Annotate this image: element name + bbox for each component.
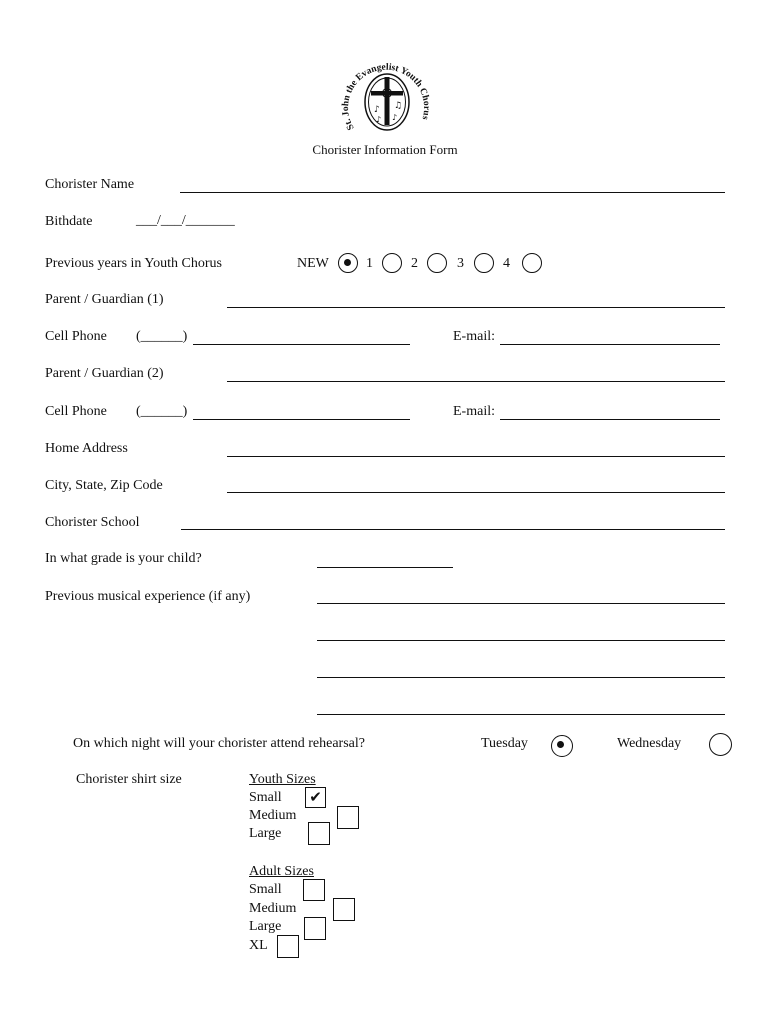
youth-large-checkbox[interactable] — [308, 822, 330, 845]
adult-sizes-heading: Adult Sizes — [249, 864, 314, 879]
youth-small-label: Small — [249, 790, 282, 805]
parent2-field[interactable] — [227, 381, 725, 382]
form-title: Chorister Information Form — [312, 142, 458, 157]
cell-phone1-field[interactable] — [193, 344, 410, 345]
email2-field[interactable] — [500, 419, 720, 420]
home-address-field[interactable] — [227, 456, 725, 457]
rehearsal-question: On which night will your chorister attend rehearsal? — [73, 736, 365, 751]
youth-medium-label: Medium — [249, 808, 297, 823]
youth-small-checkbox[interactable] — [305, 787, 326, 808]
youth-sizes-heading: Youth Sizes — [249, 772, 316, 787]
adult-large-checkbox[interactable] — [304, 917, 326, 940]
check-icon: ✔ — [309, 788, 322, 806]
school-label: Chorister School — [45, 515, 140, 530]
previous-years-label: Previous years in Youth Chorus — [45, 256, 222, 271]
birthdate-label: Bithdate — [45, 214, 93, 229]
adult-xl-label: XL — [249, 938, 268, 953]
chorus-logo — [340, 50, 432, 142]
parent1-field[interactable] — [227, 307, 725, 308]
email2-label: E-mail: — [453, 404, 495, 419]
years-new-label: NEW — [297, 256, 329, 271]
cell-phone2-area-code[interactable]: (______) — [136, 404, 188, 419]
email1-field[interactable] — [500, 344, 720, 345]
years-3-radio[interactable] — [474, 253, 494, 273]
grade-label: In what grade is your child? — [45, 551, 202, 566]
years-new-radio[interactable] — [338, 253, 358, 273]
years-2-radio[interactable] — [427, 253, 447, 273]
adult-xl-checkbox[interactable] — [277, 935, 299, 958]
wednesday-radio[interactable] — [709, 733, 732, 756]
parent1-label: Parent / Guardian (1) — [45, 292, 164, 307]
birthdate-field[interactable]: ___/___/_______ — [136, 213, 235, 228]
grade-field[interactable] — [317, 567, 453, 568]
adult-medium-label: Medium — [249, 901, 297, 916]
city-state-zip-label: City, State, Zip Code — [45, 478, 163, 493]
svg-text:♪: ♪ — [376, 115, 382, 124]
parent2-label: Parent / Guardian (2) — [45, 366, 164, 381]
experience-line-4[interactable] — [317, 714, 725, 715]
logo-ring-text: St. John the Evangelist Youth Chorus — [341, 62, 432, 132]
school-field[interactable] — [181, 529, 725, 530]
svg-text:♫: ♫ — [394, 101, 403, 111]
chorister-name-field[interactable] — [180, 192, 725, 193]
experience-line-1[interactable] — [317, 603, 725, 604]
years-1-label: 1 — [366, 256, 373, 271]
years-3-label: 3 — [457, 256, 464, 271]
experience-label: Previous musical experience (if any) — [45, 589, 251, 604]
cell-phone2-field[interactable] — [193, 419, 410, 420]
svg-text:♪: ♪ — [392, 113, 398, 122]
wednesday-label: Wednesday — [617, 736, 682, 751]
youth-large-label: Large — [249, 826, 282, 841]
email1-label: E-mail: — [453, 329, 495, 344]
years-4-radio[interactable] — [522, 253, 542, 273]
youth-medium-checkbox[interactable] — [337, 806, 359, 829]
experience-line-3[interactable] — [317, 677, 725, 678]
cell-phone2-label: Cell Phone — [45, 404, 107, 419]
city-state-zip-field[interactable] — [227, 492, 725, 493]
years-2-label: 2 — [411, 256, 418, 271]
years-4-label: 4 — [503, 256, 510, 271]
tuesday-label: Tuesday — [481, 736, 528, 751]
home-address-label: Home Address — [45, 441, 128, 456]
adult-medium-checkbox[interactable] — [333, 898, 355, 921]
experience-line-2[interactable] — [317, 640, 725, 641]
svg-text:♪: ♪ — [374, 105, 380, 115]
chorister-name-label: Chorister Name — [45, 177, 135, 192]
years-1-radio[interactable] — [382, 253, 402, 273]
adult-large-label: Large — [249, 919, 282, 934]
shirt-size-label: Chorister shirt size — [76, 772, 182, 787]
cell-phone1-area-code[interactable]: (______) — [136, 329, 188, 344]
adult-small-label: Small — [249, 882, 282, 897]
tuesday-radio[interactable] — [551, 735, 573, 757]
cell-phone1-label: Cell Phone — [45, 329, 107, 344]
adult-small-checkbox[interactable] — [303, 879, 325, 901]
